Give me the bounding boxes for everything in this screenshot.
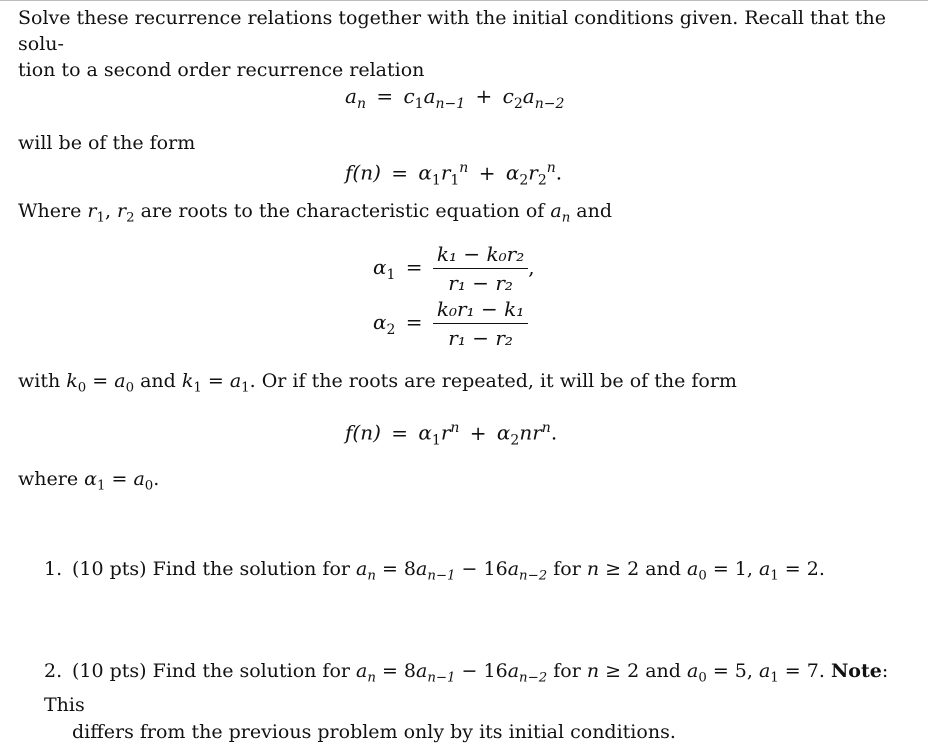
problem-1-cond: ≥ 2 and — [599, 558, 687, 580]
eq1-c1: c — [403, 84, 415, 108]
recurrence-equation — [345, 84, 564, 112]
eq2-r2-pow: n — [546, 160, 556, 176]
problem-2-line-2: differs from the previous problem only by its initial conditions. — [72, 720, 676, 743]
problem-2-a1-sub: n−1 — [427, 670, 456, 686]
form-text: will be of the form — [18, 132, 196, 154]
problem-2-a0: a — [687, 660, 699, 682]
where2-alpha: α — [84, 468, 97, 490]
eq1-c1-sub: 1 — [414, 95, 424, 112]
eq3-end: . — [550, 420, 558, 445]
problem-2-cond: ≥ 2 and — [599, 660, 687, 682]
eq3-lhs: f(n) — [345, 420, 381, 445]
alpha2-lhs: α — [373, 310, 387, 334]
eq3-r: r — [440, 420, 451, 445]
problem-2-note-text: : This — [44, 660, 889, 716]
with-k0-sub: 0 — [77, 380, 87, 396]
with-eq2: = — [201, 370, 230, 392]
problem-1-an: a — [356, 558, 368, 580]
eq2-alpha1: α — [418, 160, 432, 185]
problem-1-a0-val: = 1, — [706, 558, 759, 580]
top-divider — [0, 0, 928, 1]
where-r2: r — [117, 200, 127, 222]
problem-2-a1b-sub: 1 — [770, 670, 779, 686]
alpha1-equals: = — [405, 255, 423, 279]
eq3-alpha1: α — [418, 420, 432, 445]
alpha1-numerator: k₁ − k₀r₂ — [433, 242, 528, 269]
eq3-nr: nr — [519, 420, 542, 445]
problem-2-a0-val: = 5, — [706, 660, 759, 682]
where-r2-sub: 2 — [126, 210, 135, 226]
where-comma: , — [104, 200, 118, 222]
alpha2-fraction — [433, 297, 528, 350]
where-part2: are roots to the characteristic equation of — [134, 200, 551, 222]
eq2-lhs: f(n) — [345, 160, 381, 185]
problem-1-a1b-sub: 1 — [770, 568, 779, 584]
problem-2-text: (10 pts) Find the solution for — [72, 660, 357, 682]
with-and: and — [134, 370, 182, 392]
problem-2-for: for — [547, 660, 587, 682]
problem-1-a1: a — [416, 558, 428, 580]
alpha1-lhs: α — [373, 255, 387, 279]
eq1-a1-sub: n−1 — [435, 95, 466, 112]
problem-2-an: a — [356, 660, 368, 682]
where2-a-sub: 0 — [144, 478, 154, 494]
eq2-r2: r — [528, 160, 538, 185]
eq2-alpha1-sub: 1 — [431, 172, 441, 189]
eq3-alpha1-sub: 1 — [431, 432, 441, 449]
problem-2-a0-sub: 0 — [698, 670, 707, 686]
where-alpha-text — [18, 466, 159, 500]
eq1-lhs: a — [345, 84, 357, 108]
eq3-alpha2-sub: 2 — [510, 432, 520, 449]
eq3-alpha2: α — [496, 420, 511, 445]
where2-eq: = — [105, 468, 134, 490]
eq2-equals: = — [391, 160, 409, 185]
eq2-r1-pow: n — [459, 160, 469, 176]
intro-line-2: tion to a second order recurrence relation — [18, 59, 425, 81]
alpha1-comma: , — [528, 255, 535, 279]
alpha2-equals: = — [405, 310, 423, 334]
problem-2-a1-val: = 7. — [778, 660, 831, 682]
alpha1-denominator: r₁ − r₂ — [448, 271, 513, 295]
with-k0: k — [66, 370, 78, 392]
eq2-alpha2-sub: 2 — [519, 172, 529, 189]
problem-1-a1-val: = 2. — [778, 558, 825, 580]
alpha1-lhs-sub: 1 — [386, 266, 396, 283]
problem-1-for: for — [547, 558, 587, 580]
problem-1-a1-sub: n−1 — [427, 568, 456, 584]
intro-paragraph — [18, 5, 928, 83]
where-part1: Where — [18, 200, 88, 222]
problem-2-a2-sub: n−2 — [519, 670, 548, 686]
where-a-sub: n — [561, 210, 571, 226]
alpha2-denominator: r₁ − r₂ — [448, 326, 513, 350]
problem-1-n: n — [586, 558, 600, 580]
problem-2 — [44, 658, 928, 746]
where-roots-text — [18, 198, 612, 232]
eq2-r2-sub: 2 — [537, 172, 547, 189]
problem-1-a0-sub: 0 — [698, 568, 707, 584]
problem-2-a1b: a — [758, 660, 771, 682]
problem-2-rhs: = 8 — [375, 660, 417, 682]
with-rest: . Or if the roots are repeated, it will be of the form — [249, 370, 737, 392]
problem-1-a0: a — [687, 558, 699, 580]
eq1-a1: a — [423, 84, 436, 108]
general-solution-equation — [345, 160, 562, 189]
eq1-c2: c — [502, 84, 514, 108]
where-r1: r — [87, 200, 97, 222]
eq2-r1: r — [440, 160, 451, 185]
where2-alpha-sub: 1 — [96, 478, 106, 494]
where-a: a — [550, 200, 562, 222]
eq1-lhs-sub: n — [356, 95, 366, 112]
eq2-end: . — [555, 160, 563, 185]
eq1-plus: + — [475, 84, 493, 108]
intro-line-1: Solve these recurrence relations together with the initial conditions given. Recall that the solu- — [18, 7, 887, 55]
problem-2-a1: a — [416, 660, 428, 682]
with-part1: with — [18, 370, 67, 392]
where2-end: . — [153, 468, 160, 490]
where2-a: a — [133, 468, 145, 490]
with-k-text — [18, 368, 737, 402]
where-r1-sub: 1 — [96, 210, 105, 226]
eq1-a2: a — [522, 84, 535, 108]
with-a1: a — [229, 370, 242, 392]
problem-2-label: 2. — [44, 660, 63, 682]
eq1-a2-sub: n−2 — [534, 95, 565, 112]
with-k1: k — [181, 370, 194, 392]
eq1-c2-sub: 2 — [513, 95, 523, 112]
problem-2-n: n — [586, 660, 600, 682]
with-eq1: = — [86, 370, 115, 392]
problem-1-minus: − 16 — [455, 558, 508, 580]
eq2-r1-sub: 1 — [450, 172, 460, 189]
problem-1-a2: a — [507, 558, 520, 580]
with-a0: a — [114, 370, 126, 392]
problem-1 — [44, 556, 825, 590]
problem-2-note-label: Note — [830, 660, 882, 682]
eq3-nr-pow: n — [541, 420, 551, 436]
problem-1-text: (10 pts) Find the solution for — [72, 558, 357, 580]
problem-1-a2-sub: n−2 — [519, 568, 548, 584]
where2-part1: where — [18, 468, 85, 490]
problem-1-label: 1. — [44, 558, 63, 580]
problem-2-an-sub: n — [367, 670, 376, 686]
alpha1-equation — [373, 242, 535, 295]
alpha2-numerator: k₀r₁ − k₁ — [433, 297, 528, 324]
where-part3: and — [570, 200, 613, 222]
alpha2-lhs-sub: 2 — [386, 321, 396, 338]
eq3-plus: + — [469, 420, 487, 445]
eq2-plus: + — [478, 160, 496, 185]
repeated-root-equation — [345, 420, 557, 449]
alpha2-equation — [373, 297, 528, 350]
with-a1-sub: 1 — [241, 380, 250, 396]
with-a0-sub: 0 — [125, 380, 135, 396]
problem-1-an-sub: n — [367, 568, 376, 584]
problem-1-rhs: = 8 — [375, 558, 417, 580]
with-k1-sub: 1 — [193, 380, 202, 396]
alpha1-fraction — [433, 242, 528, 295]
eq1-equals: = — [376, 84, 394, 108]
eq2-alpha2: α — [505, 160, 520, 185]
eq3-r-pow: n — [450, 420, 460, 436]
eq3-equals: = — [391, 420, 409, 445]
problem-1-a1b: a — [758, 558, 771, 580]
problem-2-minus: − 16 — [455, 660, 508, 682]
problem-2-a2: a — [507, 660, 520, 682]
